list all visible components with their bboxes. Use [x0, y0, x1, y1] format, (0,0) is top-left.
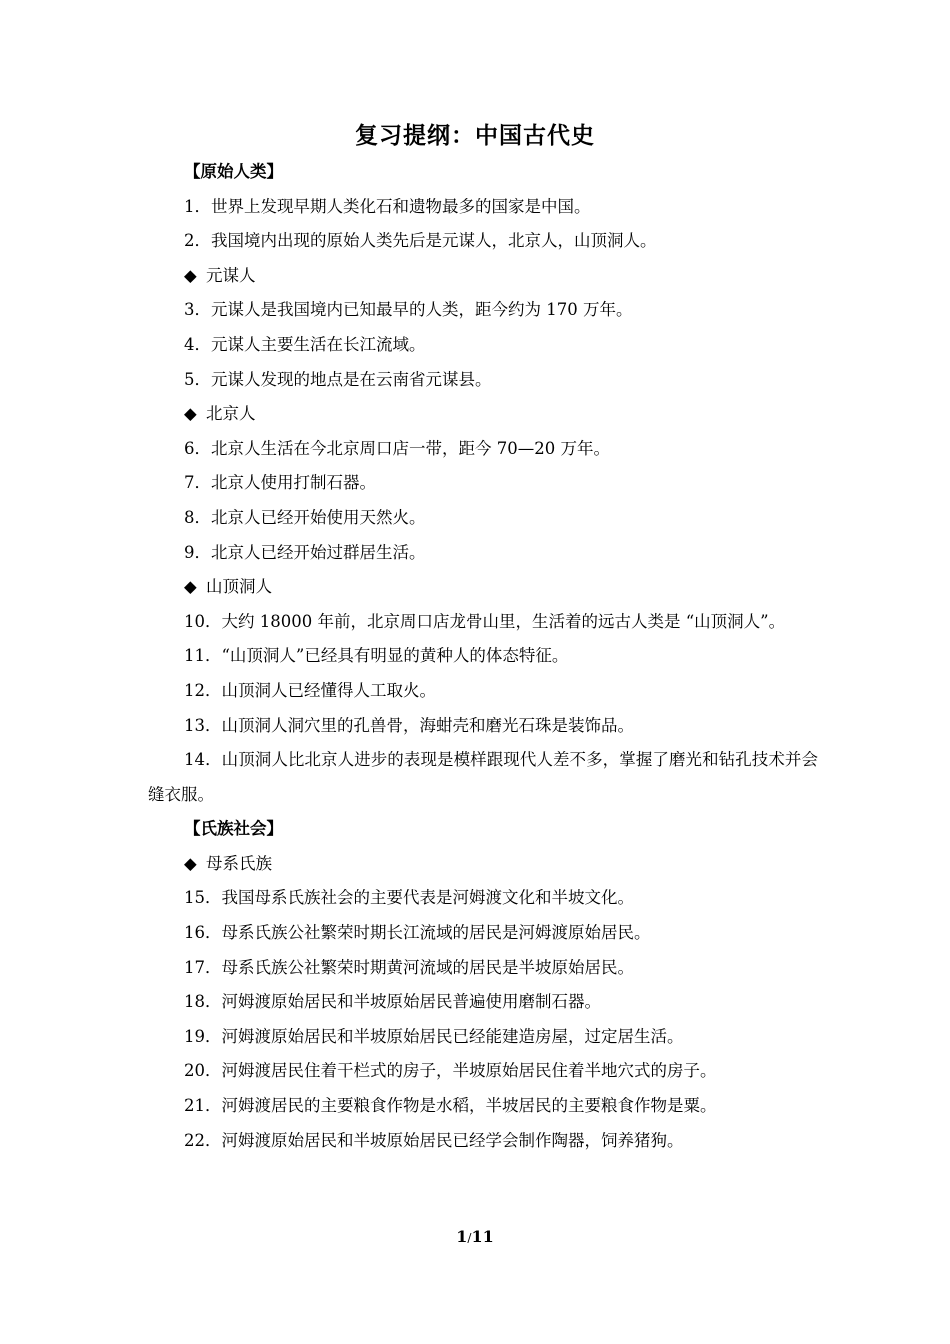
diamond-bullet-icon: ◆	[184, 577, 197, 597]
list-item: 16．母系氏族公社繁荣时期长江流域的居民是河姆渡原始居民。	[184, 923, 651, 943]
list-item: 21．河姆渡居民的主要粮食作物是水稻，半坡居民的主要粮食作物是粟。	[184, 1096, 717, 1116]
list-item: 13．山顶洞人洞穴里的孔兽骨，海蚶壳和磨光石珠是装饰品。	[184, 715, 634, 735]
list-item: 20．河姆渡居民住着干栏式的房子，半坡原始居民住着半地穴式的房子。	[184, 1061, 717, 1081]
list-item: 19．河姆渡原始居民和半坡原始居民已经能建造房屋，过定居生活。	[184, 1026, 684, 1046]
list-item: 3．元谋人是我国境内已知最早的人类，距今约为 170 万年。	[184, 300, 633, 320]
page-number: 1/11	[456, 1227, 494, 1246]
subheading-upper-cave-man: ◆ 山顶洞人	[148, 570, 818, 605]
page-title: 复习提纲：中国古代史	[355, 123, 595, 149]
list-item: 9．北京人已经开始过群居生活。	[184, 542, 426, 562]
subheading-matriarchal-clan: ◆ 母系氏族	[148, 847, 818, 882]
list-item: 17．母系氏族公社繁荣时期黄河流域的居民是半坡原始居民。	[184, 957, 634, 977]
list-item: 12．山顶洞人已经懂得人工取火。	[184, 680, 436, 700]
list-item: 4．元谋人主要生活在长江流域。	[184, 334, 426, 354]
list-item: 5．元谋人发现的地点是在云南省元谋县。	[184, 369, 492, 389]
diamond-bullet-icon: ◆	[184, 853, 197, 873]
subheading-peking-man: ◆ 北京人	[148, 397, 818, 432]
list-item: 22．河姆渡原始居民和半坡原始居民已经学会制作陶器，饲养猪狗。	[184, 1130, 684, 1150]
list-item: 14．山顶洞人比北京人进步的表现是模样跟现代人差不多，掌握了磨光和钻孔技术并会缝衣服。	[148, 750, 818, 804]
list-item: 7．北京人使用打制石器。	[184, 473, 376, 493]
list-item: 6．北京人生活在今北京周口店一带，距今 70—20 万年。	[184, 438, 610, 458]
diamond-bullet-icon: ◆	[184, 265, 197, 285]
section-heading-clan-society: 【氏族社会】	[184, 819, 283, 839]
section-heading-primitive-humans: 【原始人类】	[184, 162, 283, 181]
document-body	[148, 155, 818, 1158]
subheading-yuanmou: ◆ 元谋人	[148, 259, 818, 294]
list-item: 10．大约 18000 年前，北京周口店龙骨山里，生活着的远古人类是 “山顶洞人”。	[184, 611, 786, 631]
list-item: 1．世界上发现早期人类化石和遗物最多的国家是中国。	[184, 196, 591, 216]
diamond-bullet-icon: ◆	[184, 404, 197, 424]
list-item: 8．北京人已经开始使用天然火。	[184, 507, 426, 527]
list-item: 15．我国母系氏族社会的主要代表是河姆渡文化和半坡文化。	[184, 888, 634, 908]
list-item: 2．我国境内出现的原始人类先后是元谋人，北京人，山顶洞人。	[184, 231, 657, 251]
list-item: 11．“山顶洞人”已经具有明显的黄种人的体态特征。	[184, 646, 569, 666]
list-item: 18．河姆渡原始居民和半坡原始居民普遍使用磨制石器。	[184, 992, 601, 1012]
